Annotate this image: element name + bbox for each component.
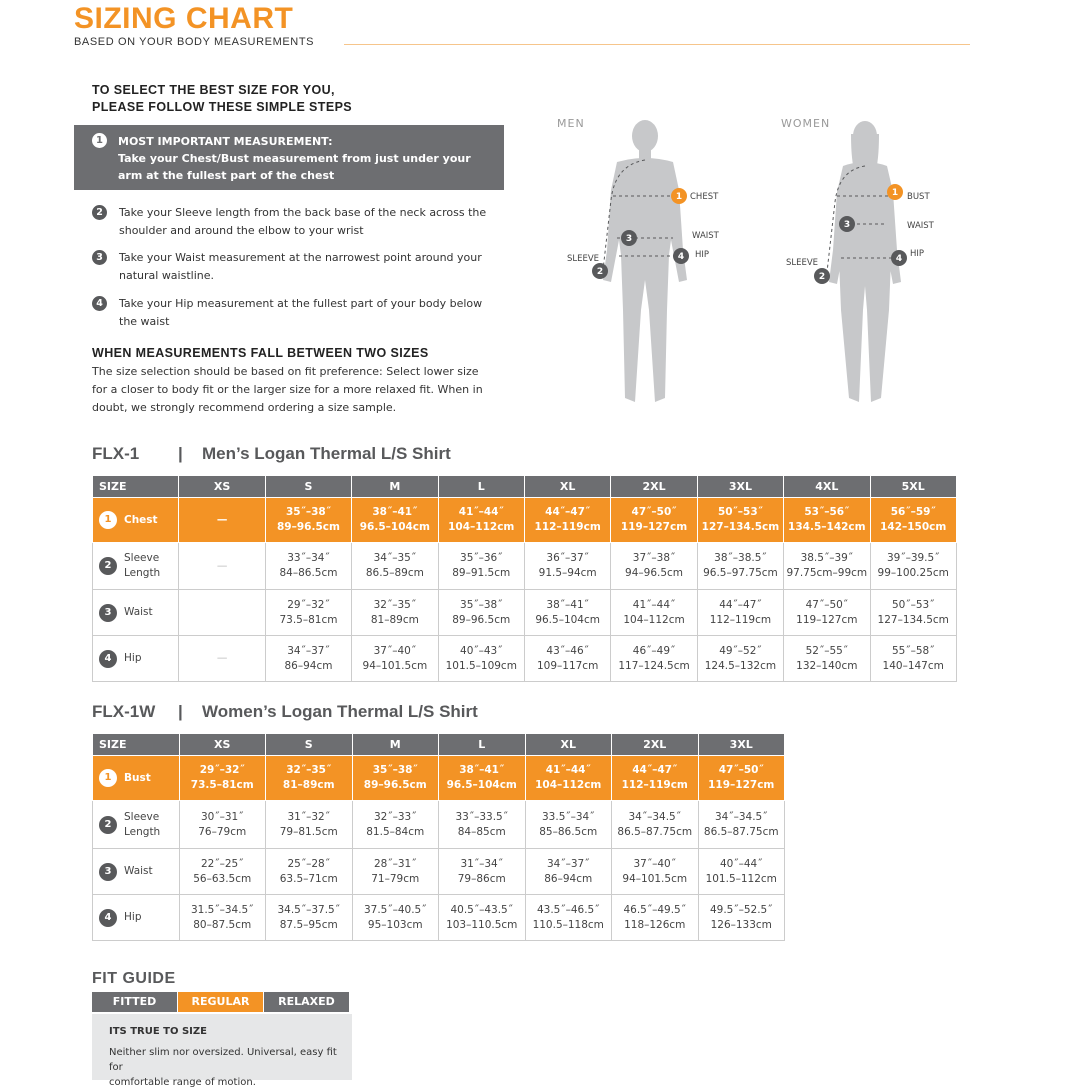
cell-cm: 96.5–104cm [359,521,430,533]
row-label: Waist [124,865,153,877]
men-chest-label: CHEST [690,192,719,202]
cell-inches: 35˝–36˝ [460,552,503,564]
cell-cm: 140–147cm [882,659,944,672]
cell-inches: 32˝–35˝ [286,764,332,776]
cell-inches: 36˝–37˝ [546,552,589,564]
cell-inches: 37.5˝–40.5˝ [363,903,427,916]
cell-cm: 89–96.5cm [452,613,511,626]
table-row-sleeve [93,801,785,849]
table-cell [352,801,439,849]
cell-inches: 44˝–47˝ [719,598,762,611]
cell-inches: 50˝–53˝ [891,598,935,611]
men-marker-4: 4 [677,252,685,262]
table-cell [352,895,439,941]
cell-inches: 34˝–34.5˝ [715,810,768,823]
cell-cm: 97.75cm–99cm [786,567,868,579]
cell-inches: 43˝–46˝ [546,644,589,657]
table-cell [698,849,785,895]
step-number-1: 1 [92,133,107,148]
table-cell [179,543,265,590]
cell-inches: — [216,513,228,526]
women-bust-label: BUST [907,192,930,202]
cell-inches: 49.5˝–52.5˝ [709,903,773,916]
fit-tab-relaxed[interactable]: RELAXED [264,992,350,1012]
women-hip-label: HIP [910,249,925,259]
body-measurement-figures [555,110,955,410]
cell-inches: 38˝–41˝ [372,506,418,518]
table-cell [612,849,699,895]
table-cell [784,498,870,543]
step-number-3: 3 [92,250,107,265]
cell-cm: 63.5–71cm [279,872,338,885]
table-row-waist [93,849,785,895]
men-product-name: Men’s Logan Thermal L/S Shirt [202,444,451,463]
cell-cm: 117–124.5cm [618,659,690,672]
cell-inches: 47˝–50˝ [631,506,677,518]
table-cell [179,801,266,849]
cell-cm: 79–86cm [457,872,506,885]
table-cell [698,801,785,849]
cell-inches: 33.5˝–34˝ [542,810,595,823]
cell-cm: 89–91.5cm [452,567,511,579]
cell-inches: 56˝–59˝ [890,506,936,518]
steps-heading: TO SELECT THE BEST SIZE FOR YOU, PLEASE FOLLOW THESE SIMPLE STEPS [92,83,353,114]
cell-cm: 94–101.5cm [362,659,428,672]
men-product-code: FLX-1 [92,444,140,463]
cell-inches: 40.5˝–43.5˝ [450,903,513,916]
table-cell [524,590,610,636]
size-header-xs: XS [179,476,265,498]
step-3: 3 Take your Waist measurement at the narrowest point around your natural waistline. [92,249,502,285]
cell-cm: 84–86.5cm [279,567,338,579]
table-cell [352,849,439,895]
table-cell [870,590,956,636]
cell-cm: 104–112cm [448,521,515,533]
cell-inches: 29˝–32˝ [287,598,330,611]
row-header-sleeve [93,801,180,849]
cell-inches: 47˝–50˝ [718,764,764,776]
cell-inches: 50˝–53˝ [717,506,763,518]
table-cell [265,590,351,636]
size-header-3xl: 3XL [697,476,783,498]
cell-inches: 53˝–56˝ [804,506,850,518]
table-cell [611,590,697,636]
table-cell [352,543,438,590]
men-waist-label: WAIST [692,231,719,241]
cell-cm: 99–100.25cm [877,567,949,579]
women-product-name: Women’s Logan Thermal L/S Shirt [202,702,478,721]
cell-inches: 31˝–34˝ [460,857,503,870]
table-row-sleeve [93,543,957,590]
cell-cm: 142–150cm [880,521,947,533]
table-cell [266,801,353,849]
women-size-table [92,733,785,941]
cell-cm: 73.5–81cm [279,613,338,626]
size-header-xl: XL [524,476,610,498]
table-header-row [93,734,785,756]
table-cell [697,590,783,636]
page-subtitle: BASED ON YOUR BODY MEASUREMENTS [74,36,315,48]
cell-inches: 31.5˝–34.5˝ [190,903,254,916]
cell-cm: 104–112cm [535,779,602,791]
row-number-2: 2 [99,557,117,575]
fit-guide-heading: FIT GUIDE [92,970,176,987]
women-marker-3: 3 [843,220,851,230]
table-cell [525,849,612,895]
cell-inches: 41˝–44˝ [458,506,504,518]
size-header-xs: XS [179,734,266,756]
size-header-4xl: 4XL [784,476,870,498]
cell-cm: 109–117cm [536,659,599,672]
cell-cm: 110.5–118cm [532,918,604,931]
cell-inches: 38˝–41˝ [546,598,589,611]
cell-inches: 44˝–47˝ [545,506,591,518]
cell-cm: 94–96.5cm [625,567,684,579]
size-column-header: SIZE [93,734,180,756]
step-1-line3: arm at the fullest part of the chest [118,169,335,182]
cell-inches: 40˝–44˝ [720,857,763,870]
women-sleeve-label: SLEEVE [786,258,819,268]
cell-inches: 46.5˝–49.5˝ [623,903,686,916]
cell-cm: 119–127cm [620,521,688,533]
cell-inches: 38.5˝–39˝ [800,552,854,564]
cell-inches: 40˝–43˝ [460,644,503,657]
men-body-figure [603,120,687,402]
table-cell [612,895,699,941]
size-header-2xl: 2XL [611,476,697,498]
cell-cm: 87.5–95cm [279,918,338,931]
cell-cm: 112–119cm [621,779,688,791]
cell-cm: 127–134.5cm [877,613,949,626]
cell-inches: 41˝–44˝ [632,598,676,611]
cell-cm: 76–79cm [198,825,247,838]
table-cell [784,636,870,682]
table-cell [439,756,526,801]
cell-cm: 85–86.5cm [539,825,598,838]
table-cell [697,498,783,543]
row-header-chest [93,498,179,543]
table-cell [439,849,526,895]
size-header-s: S [265,476,351,498]
row-number-1: 1 [99,511,117,529]
table-cell [611,498,697,543]
size-header-2xl: 2XL [612,734,699,756]
cell-cm: 103–110.5cm [446,918,518,931]
men-marker-3: 3 [625,234,633,244]
step-4: 4 Take your Hip measurement at the fullest part of your body below the waist [92,295,502,331]
step-number-2: 2 [92,205,107,220]
cell-inches: 47˝–50˝ [805,598,849,611]
table-cell [352,498,438,543]
women-body-figure [829,121,901,402]
row-label: Sleeve [124,552,160,564]
row-label: Hip [124,652,142,664]
fit-tab-fitted[interactable]: FITTED [92,992,178,1012]
women-table-title [92,702,478,722]
row-label: Sleeve [124,810,160,823]
cell-inches: 25˝–28˝ [287,857,330,870]
row-number-4: 4 [99,909,117,927]
table-cell [784,590,870,636]
step-1-box [74,125,504,190]
table-cell [697,543,783,590]
row-label-2: Length [124,825,161,838]
cell-cm: 79–81.5cm [279,825,338,838]
cell-inches: 34˝–34.5˝ [628,810,681,823]
cell-cm: 118–126cm [624,918,686,931]
table-cell [525,895,612,941]
between-sizes-text: The size selection should be based on fit preference: Select lower size for a closer to body fit or the larger size for a more relaxed fit. When in doubt, we strongly recommend ordering a size sample. [92,365,483,414]
size-header-s: S [266,734,353,756]
step-2: 2 Take your Sleeve length from the back base of the neck across the shoulder and around the elbow to your wrist [92,204,502,240]
cell-cm: 71–79cm [371,872,420,885]
step-1-title: MOST IMPORTANT MEASUREMENT: [118,135,333,148]
table-cell [524,543,610,590]
step-1-line2: Take your Chest/Bust measurement from just under your [118,152,471,165]
fit-tab-regular[interactable]: REGULAR [178,992,264,1012]
table-cell [870,636,956,682]
row-label: Waist [124,606,153,618]
cell-inches: 22˝–25˝ [201,857,244,870]
table-cell [611,543,697,590]
table-cell [179,756,266,801]
table-row-hip [93,636,957,682]
table-cell [697,636,783,682]
cell-cm: 86.5–87.75cm [617,825,693,838]
cell-inches: 34˝–35˝ [373,552,417,564]
size-header-5xl: 5XL [870,476,956,498]
cell-inches: 32˝–33˝ [374,810,417,823]
table-cell [438,636,524,682]
table-cell [524,498,610,543]
table-cell [265,498,351,543]
page-title: SIZING CHART [74,2,294,35]
row-number-1: 1 [99,769,117,787]
title-divider [344,44,970,45]
cell-cm: 124.5–132cm [704,659,777,672]
row-label: Bust [124,771,151,784]
men-marker-1: 1 [675,192,683,202]
cell-cm: 89–96.5cm [277,521,340,533]
row-header-bust [93,756,180,801]
size-header-m: M [352,734,439,756]
step-number-4: 4 [92,296,107,311]
fit-guide-description: ITS TRUE TO SIZE Neither slim nor oversized. Universal, easy fit for comfortable range of motion. [92,1014,352,1080]
cell-inches: 30˝–31˝ [201,810,244,823]
cell-inches: 41˝–44˝ [545,764,591,776]
cell-cm: 134.5–142cm [788,521,866,533]
row-label-2: Length [124,567,161,579]
row-number-3: 3 [99,604,117,622]
cell-cm: 81–89cm [370,613,419,626]
cell-cm: 86–94cm [284,659,333,672]
table-cell [525,756,612,801]
women-marker-1: 1 [891,188,899,198]
men-figure-label: MEN [557,117,585,130]
row-number-4: 4 [99,650,117,668]
table-cell [265,543,351,590]
table-cell [179,636,265,682]
cell-cm: 86–94cm [544,872,593,885]
row-header-waist [93,590,179,636]
table-cell [698,895,785,941]
size-header-m: M [352,476,438,498]
cell-cm: 80–87.5cm [193,918,252,931]
cell-cm: 119–127cm [708,779,775,791]
table-cell [698,756,785,801]
cell-cm: 89–96.5cm [363,779,427,791]
row-number-3: 3 [99,863,117,881]
table-row-chest [93,498,957,543]
table-cell [784,543,870,590]
cell-inches: 35˝–38˝ [285,506,331,518]
cell-inches: 34.5˝–37.5˝ [277,903,340,916]
cell-cm: 112–119cm [709,613,772,626]
cell-cm: 101.5–112cm [705,872,777,885]
table-cell [870,498,956,543]
cell-inches: 44˝–47˝ [632,764,678,776]
row-label: Chest [124,513,158,526]
table-row-waist [93,590,957,636]
cell-inches: 43.5˝–46.5˝ [536,903,600,916]
table-cell [352,636,438,682]
table-cell [438,498,524,543]
cell-cm: 104–112cm [623,613,685,626]
table-cell [439,801,526,849]
cell-inches: — [216,559,228,572]
cell-cm: 91.5–94cm [538,567,597,579]
table-cell [179,590,265,636]
women-marker-2: 2 [818,272,826,282]
table-cell [612,801,699,849]
cell-cm: 96.5–104cm [446,779,517,791]
table-cell [179,895,266,941]
cell-cm: 132–140cm [796,659,858,672]
title-separator: | [178,702,183,721]
table-cell [179,849,266,895]
table-cell [870,543,956,590]
cell-inches: 35˝–38˝ [372,764,418,776]
fit-guide-tabs [92,992,350,1012]
cell-inches: 38˝–41˝ [459,764,505,776]
cell-cm: 81–89cm [282,779,335,791]
cell-cm: 94–101.5cm [622,872,688,885]
cell-inches: 29˝–32˝ [199,764,245,776]
cell-inches: 49˝–52˝ [719,644,762,657]
men-hip-label: HIP [695,250,710,260]
cell-inches: — [216,652,228,664]
table-cell [266,756,353,801]
cell-inches: 28˝–31˝ [374,857,417,870]
cell-inches: 52˝–55˝ [805,644,849,657]
row-header-sleeve [93,543,179,590]
cell-cm: 84–85cm [457,825,506,838]
size-header-l: L [438,476,524,498]
table-cell [179,498,265,543]
size-header-3xl: 3XL [698,734,785,756]
cell-cm: 95–103cm [367,918,423,931]
cell-cm: 96.5–104cm [535,613,600,626]
cell-cm: 126–133cm [710,918,772,931]
table-header-row [93,476,957,498]
row-header-waist [93,849,180,895]
women-figure-label: WOMEN [781,117,831,130]
men-sleeve-label: SLEEVE [567,254,600,264]
cell-cm: 96.5–97.75cm [703,567,778,579]
table-cell [266,895,353,941]
table-cell [524,636,610,682]
cell-inches: 34˝–37˝ [547,857,590,870]
cell-cm: 81.5–84cm [366,825,425,838]
table-cell [352,590,438,636]
cell-inches: 37˝–38˝ [632,552,676,564]
row-header-hip [93,636,179,682]
size-column-header: SIZE [93,476,179,498]
table-cell [611,636,697,682]
table-row-hip [93,895,785,941]
cell-inches: 46˝–49˝ [632,644,676,657]
cell-cm: 56–63.5cm [193,872,252,885]
table-cell [352,756,439,801]
cell-cm: 112–119cm [534,521,601,533]
between-sizes-heading: WHEN MEASUREMENTS FALL BETWEEN TWO SIZES [92,346,429,360]
women-product-code: FLX-1W [92,702,156,721]
cell-cm: 86.5–87.75cm [703,825,779,838]
cell-inches: 37˝–40˝ [633,857,676,870]
women-marker-4: 4 [895,254,903,264]
table-cell [525,801,612,849]
cell-inches: 55˝–58˝ [891,644,935,657]
table-cell [266,849,353,895]
row-header-hip [93,895,180,941]
cell-inches: 34˝–37˝ [287,644,330,657]
cell-inches: 33˝–34˝ [287,552,330,564]
table-cell [438,543,524,590]
row-number-2: 2 [99,816,117,834]
table-cell [438,590,524,636]
cell-inches: 33˝–33.5˝ [455,810,508,823]
size-header-l: L [439,734,526,756]
table-cell [612,756,699,801]
cell-inches: 37˝–40˝ [373,644,417,657]
women-waist-label: WAIST [907,221,934,231]
table-cell [265,636,351,682]
men-marker-2: 2 [596,267,604,277]
men-size-table [92,475,957,682]
row-label: Hip [124,911,142,923]
cell-cm: 119–127cm [796,613,858,626]
fit-guide-box-title: ITS TRUE TO SIZE [109,1026,207,1037]
size-header-xl: XL [525,734,612,756]
title-separator: | [178,444,183,463]
table-cell [439,895,526,941]
cell-cm: 127–134.5cm [701,521,780,533]
cell-inches: 39˝–39.5˝ [886,552,940,564]
cell-cm: 73.5–81cm [190,779,254,791]
men-table-title [92,444,451,464]
cell-cm: 86.5–89cm [365,567,424,579]
cell-inches: 32˝–35˝ [373,598,417,611]
cell-cm: 101.5–109cm [445,659,517,672]
table-row-bust [93,756,785,801]
cell-inches: 38˝–38.5˝ [714,552,767,564]
cell-inches: 31˝–32˝ [287,810,330,823]
cell-inches: 35˝–38˝ [460,598,503,611]
